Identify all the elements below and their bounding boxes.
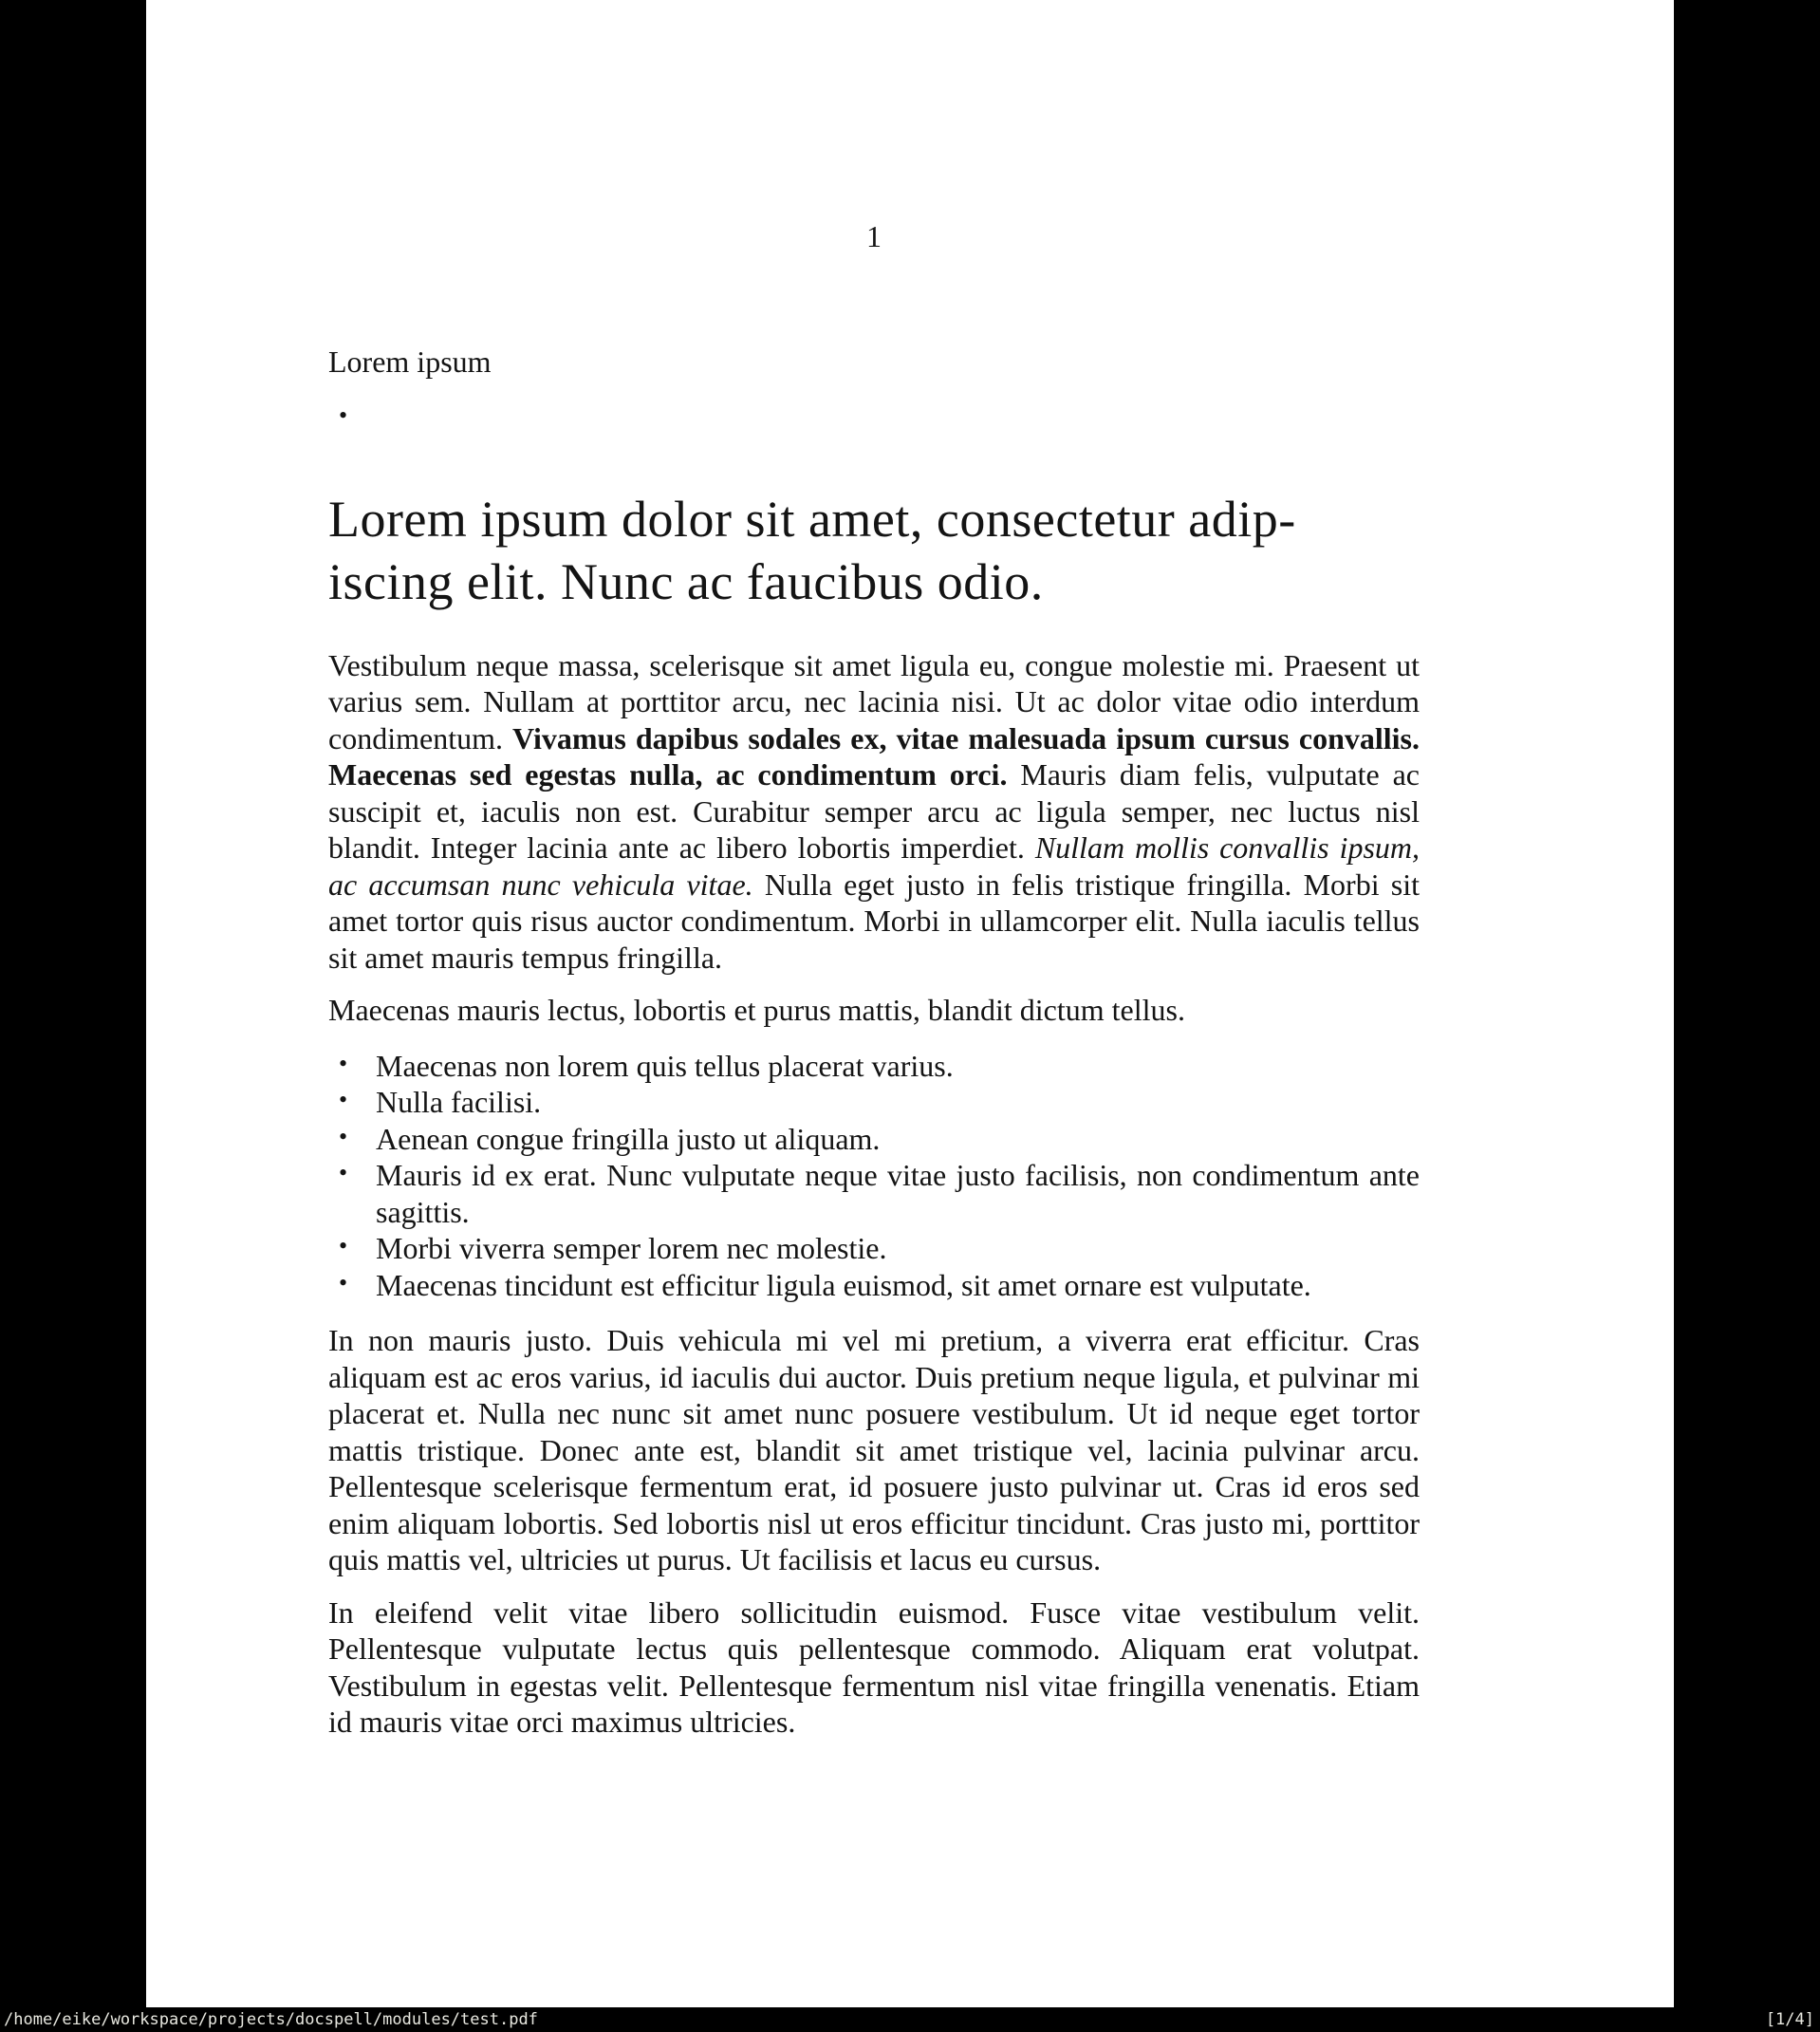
pdf-page: [146, 0, 1674, 2007]
list-item: • Maecenas non lorem quis tellus placerat varius.: [376, 1048, 1420, 1085]
bullet-list: [328, 1048, 1420, 1304]
document-heading: [328, 488, 1420, 613]
statusbar-page-indicator: [1/4]: [1765, 2010, 1814, 2029]
bullet-icon: •: [339, 1232, 348, 1259]
list-item: • Morbi viverra semper lorem nec molestie.: [376, 1230, 1420, 1267]
heading-line: Lorem ipsum dolor sit amet, consectetur adip-: [328, 490, 1296, 548]
page-number: 1: [866, 219, 882, 253]
list-item: • Mauris id ex erat. Nunc vulputate neque vitae justo facilisis, non condimentum ante sagittis.: [376, 1157, 1420, 1230]
page-content: [328, 0, 1420, 1741]
paragraph: Maecenas mauris lectus, lobortis et purus mattis, blandit dictum tellus.: [328, 993, 1185, 1027]
paragraph: In non mauris justo. Duis vehicula mi vel mi pretium, a viverra erat efficitur. Cras aliquam est ac eros varius, id iaculis dui auctor. Duis pretium neque ligula, et pulvinar mi placerat et. Nulla nec nunc sit amet nunc posuere vestibulum. Ut id neque eget tortor mattis tristique. Donec ante est, blandit sit amet tristique vel, lacinia pulvinar arcu. Pellentesque scelerisque fermentum erat, id posuere justo pulvinar ut. Cras id eros sed enim aliquam lobortis. Sed lobortis nisl ut eros efficitur tincidunt. Cras justo mi, porttitor quis mattis vel, ultricies ut purus. Ut facilisis et lacus eu cursus.: [328, 1323, 1420, 1576]
heading-line: iscing elit. Nunc ac faucibus odio.: [328, 552, 1044, 610]
bullet-icon: •: [339, 401, 348, 429]
bullet-icon: •: [339, 1159, 348, 1186]
bullet-icon: •: [339, 1122, 348, 1150]
paragraph: In eleifend velit vitae libero sollicitudin euismod. Fusce vitae vestibulum velit. Pellentesque vulputate lectus quis pellentesque commodo. Aliquam erat volutpat. Vestibulum in egestas velit. Pellentesque fermentum nisl vitae fringilla venenatis. Etiam id mauris vitae orci maximus ultricies.: [328, 1594, 1420, 1739]
document-body: [328, 647, 1420, 1741]
bullet-icon: •: [339, 1268, 348, 1296]
bullet-icon: •: [339, 1049, 348, 1077]
statusbar-filepath: /home/eike/workspace/projects/docspell/modules/test.pdf: [4, 2010, 538, 2029]
list-item: • Maecenas tincidunt est efficitur ligula euismod, sit amet ornare est vulputate.: [376, 1267, 1420, 1304]
lede-text: Lorem ipsum: [328, 344, 492, 379]
list-item: • Nulla facilisi.: [376, 1084, 1420, 1121]
list-item: • Aenean congue fringilla justo ut aliquam.: [376, 1121, 1420, 1158]
statusbar: [0, 2007, 1820, 2032]
paragraph: Vestibulum neque massa, scelerisque sit amet ligula eu, congue molestie mi. Praesent ut varius sem. Nullam at porttitor arcu, nec lacinia nisi. Ut ac dolor vitae odio interdum condimentum. Vivamus dapibus sodales ex, vitae malesuada ipsum cursus convallis. Maecenas sed egestas nulla, ac condimentum orci. Mauris diam felis, vulputate ac suscipit et, iaculis non est. Curabitur semper arcu ac ligula semper, nec luctus nisl blandit. Integer lacinia ante ac libero lobortis imperdiet. Nullam mollis convallis ipsum, ac accumsan nunc vehicula vitae. Nulla eget justo in felis tristique fringilla. Morbi sit amet tortor quis risus auctor condimentum. Morbi in ullamcorper elit. Nulla iaculis tellus sit amet mauris tempus fringilla.: [328, 647, 1421, 975]
bullet-icon: •: [339, 1086, 348, 1113]
